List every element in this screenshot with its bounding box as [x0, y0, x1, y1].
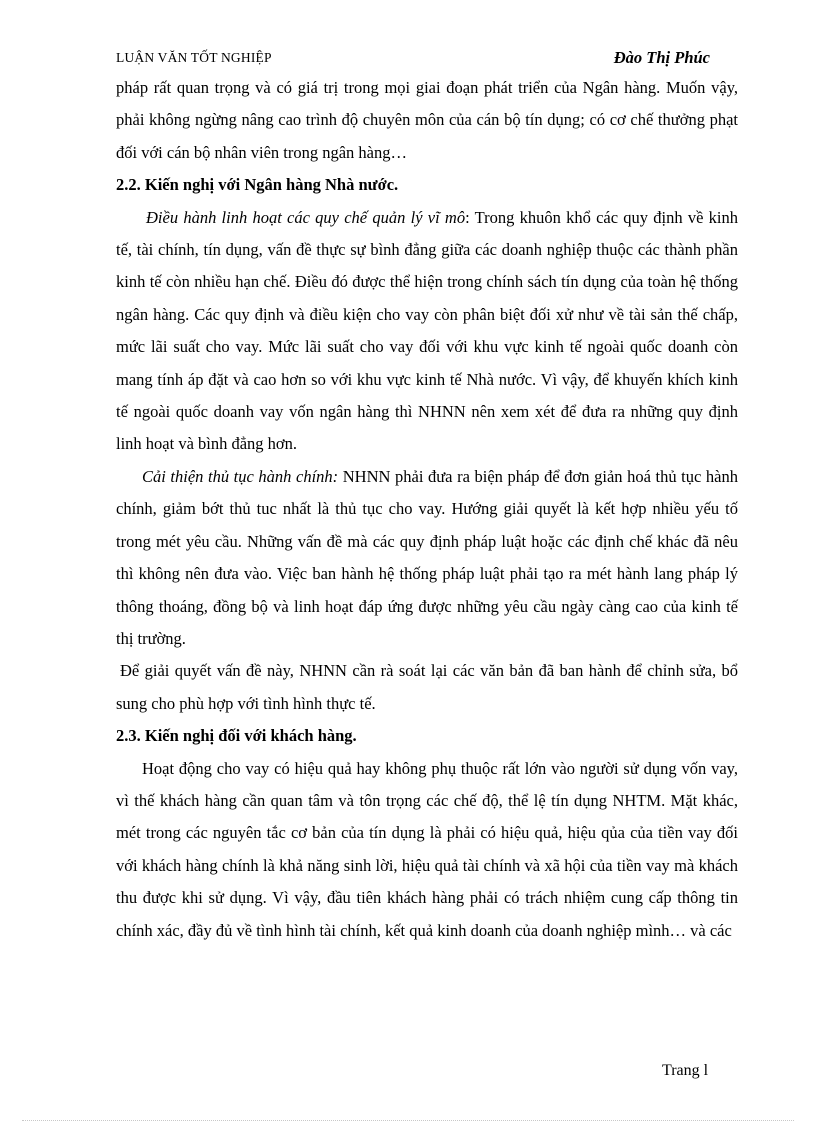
page-header	[116, 50, 710, 70]
paragraph-text: NHNN phải đưa ra biện pháp để đơn giản hoá thủ tục hành chính, giảm bớt thủ tuc nhất là thủ tục cho vay. Hướng giải quyết là kết hợp nhiều yếu tố trong mét yêu cầu. Những vấn đề mà các quy định pháp luật hoặc các định chế khác đã nêu thì không nên đưa vào. Việc ban hành hệ thống pháp luật phải tạo ra mét hành lang pháp lý thông thoáng, đồng bộ và linh hoạt đáp ứng được những yêu cầu ngày càng cao của kinh tế thị trường.	[116, 466, 738, 648]
intro-paragraph: pháp rất quan trọng và có giá trị trong mọi giai đoạn phát triển của Ngân hàng. Muốn vậy, phải không ngừng nâng cao trình độ chuyên môn của cán bộ tín dụng; có cơ chế thưởng phạt đối với cán bộ nhân viên trong ngân hàng…	[116, 78, 738, 162]
section-heading-2-3: 2.3. Kiến nghị đối với khách hàng.	[116, 726, 357, 746]
document-body	[116, 72, 738, 947]
header-thesis-title: LUẬN VĂN TỐT NGHIỆP	[116, 50, 272, 65]
page-number: Trang l	[662, 1062, 709, 1079]
section-heading-2-2: 2.2. Kiến nghị với Ngân hàng Nhà nước.	[116, 175, 399, 195]
paragraph-lead-italic: Điều hành linh hoạt các quy chế quản lý vĩ mô	[146, 207, 466, 227]
paragraph-customers: Hoạt động cho vay có hiệu quả hay không phụ thuộc rất lớn vào người sử dụng vốn vay, vì thế khách hàng cần quan tâm và tôn trọng các chế độ, thể lệ tín dụng NHTM. Mặt khác, mét trong các nguyên tắc cơ bản của tín dụng là phải có hiệu quả, hiệu qủa của tiền vay đối với khách hàng chính là khả năng sinh lời, hiệu quả tài chính và xã hội của tiền vay mà khách thu được khi sử dụng. Vì vậy, đầu tiên khách hàng phải có trách nhiệm cung cấp thông tin chính xác, đầy đủ về tình hình tài chính, kết quả kinh doanh của doanh nghiệp mình… và các	[116, 758, 738, 940]
page-bottom-divider	[22, 1120, 794, 1121]
paragraph-admin-procedures	[116, 461, 738, 655]
paragraph-review-documents: Để giải quyết vấn đề này, NHNN cần rà soát lại các văn bản đã ban hành để chỉnh sửa, bổ sung cho phù hợp với tình hình thực tế.	[116, 661, 738, 713]
paragraph-text: : Trong khuôn khổ các quy định về kinh tế, tài chính, tín dụng, vấn đề thực sự bình đẳng giữa các doanh nghiệp thuộc các thành phần kinh tế còn nhiều hạn chế. Điều đó được thể hiện trong chính sách tín dụng của toàn hệ thống ngân hàng. Các quy định và điều kiện cho vay còn phân biệt đối xử như về tài sản thế chấp, mức lãi suất cho vay. Mức lãi suất cho vay đối với khu vực kinh tế ngoài quốc doanh còn mang tính áp đặt và cao hơn so với khu vực kinh tế Nhà nước. Vì vậy, để khuyến khích kinh tế ngoài quốc doanh vay vốn ngân hàng thì NHNN nên xem xét để đưa ra những quy định linh hoạt và bình đẳng hơn.	[116, 207, 738, 454]
paragraph-lead-italic: Cải thiện thủ tục hành chính:	[142, 466, 339, 486]
header-author: Đào Thị Phúc	[613, 48, 710, 67]
paragraph-macro-regulation	[116, 202, 738, 461]
